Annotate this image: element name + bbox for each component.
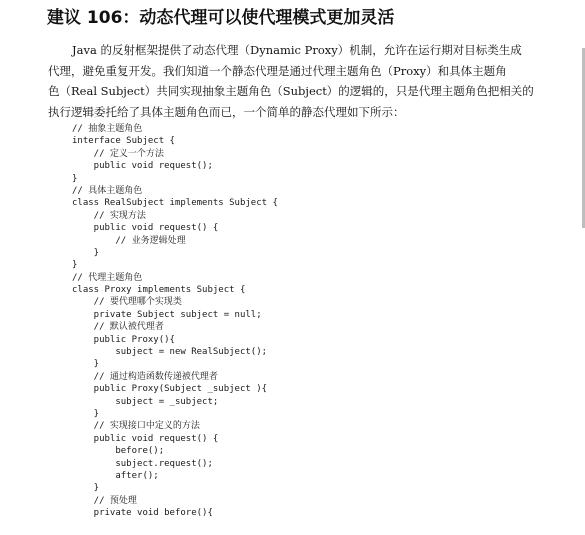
code-line: before(); [72, 446, 165, 457]
code-line: after(); [72, 470, 159, 481]
code-line: } [72, 173, 78, 184]
code-line: private void before(){ [72, 508, 213, 519]
paragraph-line: Java 的反射框架提供了动态代理（Dynamic Proxy）机制，允许在运行期对目标类生成 [72, 43, 522, 57]
code-comment-line: // 定义一个方法 [72, 148, 164, 159]
paragraph-line: 色（Real Subject）共同实现抽象主题角色（Subject）的逻辑的，只是代理主题角色把相关的 [48, 84, 534, 98]
code-comment-line: // 代理主题角色 [72, 272, 143, 283]
code-comment-line: // 默认被代理者 [72, 322, 164, 333]
code-line: class Proxy implements Subject { [72, 285, 246, 296]
code-line: } [72, 260, 78, 271]
code-line: } [72, 483, 100, 494]
paragraph-line: 执行逻辑委托给了具体主题角色而已，一个简单的静态代理如下所示： [48, 104, 405, 119]
code-line: class RealSubject implements Subject { [72, 198, 278, 209]
code-line: subject.request(); [72, 458, 213, 469]
code-comment-line: // 实现接口中定义的方法 [72, 421, 200, 432]
code-comment-line: // 要代理哪个实现类 [72, 297, 182, 308]
code-comment-line: // 业务逻辑处理 [72, 235, 186, 246]
intro-paragraph [48, 40, 562, 122]
code-line: private Subject subject = null; [72, 309, 262, 320]
code-comment-line: // 具体主题角色 [72, 185, 143, 196]
section-heading: 建议 106：动态代理可以使代理模式更加灵活 [47, 8, 395, 28]
code-comment-line: // 通过构造函数传递被代理者 [72, 371, 218, 382]
paragraph-line: 代理，避免重复开发。我们知道一个静态代理是通过代理主题角色（Proxy）和具体主题角 [48, 63, 507, 78]
code-line: public Proxy(){ [72, 334, 175, 345]
code-line: interface Subject { [72, 136, 175, 147]
code-comment-line: // 实现方法 [72, 210, 146, 221]
code-comment-line: // 预处理 [72, 495, 137, 506]
code-comment-line: // 抽象主题角色 [72, 124, 143, 134]
code-listing [72, 123, 278, 520]
code-line: public Proxy(Subject _subject ){ [72, 384, 268, 395]
code-line: } [72, 359, 100, 370]
code-line: } [72, 247, 100, 258]
code-line: subject = new RealSubject(); [72, 347, 268, 358]
code-line: public void request(); [72, 161, 213, 172]
code-line: public void request() { [72, 433, 219, 444]
code-line: } [72, 408, 100, 419]
code-line: public void request() { [72, 223, 219, 234]
code-line: subject = _subject; [72, 396, 219, 407]
